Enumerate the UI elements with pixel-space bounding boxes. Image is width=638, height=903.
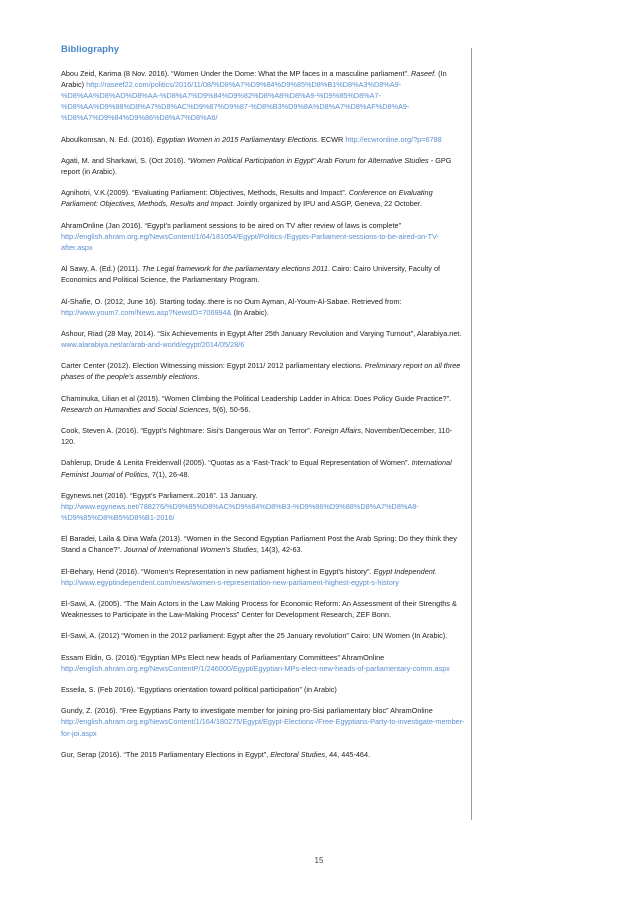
reference-title: Egyptian Women in 2015 Parliamentary Elections [156, 134, 317, 144]
reference-title: Journal of International Women’s Studies [123, 545, 257, 555]
bibliography-entry [61, 68, 466, 123]
bibliography-entry [61, 425, 466, 447]
reference-link[interactable]: www.alarabiya.net/ar/arab-and-world/egypt/2014/05/28/6 [61, 340, 245, 349]
bibliography-entry [61, 705, 466, 738]
reference-text: El-Sawi, A. (2012) “Women in the 2012 parliament: Egypt after the 25 January revolution” Cairo: UN Women (In Arabic). [61, 631, 448, 641]
bibliography-entry [61, 630, 466, 641]
bibliography-entry [61, 749, 466, 760]
reference-title: Foreign Affairs [313, 426, 361, 436]
reference-title: Research on Humanities and Social Sciences [61, 404, 209, 414]
bibliography-entry [61, 393, 466, 415]
reference-link[interactable]: http://www.egyptindependent.com/news/women-s-representation-new-parliament-highest-egypt-s-history [61, 577, 399, 587]
reference-text: Aboulkomsan, N. Ed. (2016). [61, 134, 157, 144]
bibliography-entry [61, 598, 466, 620]
bibliography-entry [61, 263, 466, 285]
reference-link[interactable]: http://www.egynews.net/788276/%D9%85%D8%AC%D9%84%D8%B3-%D9%86%D9%88%D8%A7%D8%A8-%D9%85%D8%B5%D8%B1-2016/ [61, 501, 419, 522]
reference-text: . Cairo: Cairo University, Faculty of Economics and Political Science, the Parliamentary Program. [61, 264, 441, 285]
bibliography-entry [61, 684, 466, 695]
reference-text: , November/December, 110-120. [61, 426, 453, 447]
bibliography-list [61, 68, 466, 770]
reference-text: Abou Zeid, Karima (8 Nov. 2016). “Women Under the Dome: What the MP faces in a masculine parliament”. [61, 69, 411, 78]
reference-link[interactable]: http://ecwronline.org/?p=6788 [345, 134, 442, 144]
reference-text: . [434, 566, 437, 576]
reference-text: Al Sawy, A. (Ed.) (2011). [61, 264, 142, 274]
bibliography-heading: Bibliography [61, 44, 120, 55]
reference-text: . ECWR [316, 134, 346, 144]
reference-text: Chaminuka, Lilian et al (2015). “Women Climbing the Political Leadership Ladder in Africa: Does Policy Guide Practice?”. [61, 393, 452, 403]
page-number: 15 [314, 856, 324, 865]
reference-text: Agati, M. and Sharkawi, S. (Oct 2016). [61, 155, 188, 165]
reference-text: Esseila, S. (Feb 2016). “Egyptians orientation toward political participation” (in Arabic) [61, 685, 337, 695]
reference-title: Preliminary report on all three phases of the people’s assembly elections. [61, 361, 461, 382]
reference-title: “Women Political Participation in Egypt” Arab Forum for Alternative Studies [187, 155, 429, 165]
reference-text: Carter Center (2012). Election Witnessing mission: Egypt 2011/ 2012 parliamentary elections. [61, 361, 365, 371]
bibliography-entry [61, 155, 466, 177]
reference-text: (In Arabic). [231, 307, 269, 317]
reference-text: - GPG report (in Arabic). [61, 155, 452, 177]
reference-text: AhramOnline (Jan 2016). “Egypt’s parliament sessions to be aired on TV after review of laws is complete” [61, 220, 402, 230]
bibliography-entry [61, 134, 466, 145]
reference-text: El Baradei, Laila & Dina Wafa (2013). “Women in the Second Egyptian Parliament Post the Arab Spring: Do they think they Stand a Chance?”. [61, 534, 457, 555]
reference-text: , 14(3), 42-63. [256, 545, 303, 555]
reference-text: Egynews.net (2016). “Egypt’s Parliament..2016”. 13 January. [61, 490, 258, 500]
reference-text: (In Arabic) [61, 69, 447, 90]
reference-title: Electoral Studies [270, 749, 326, 759]
reference-text: Cook, Steven A. (2016). “Egypt’s Nightmare: Sisi’s Dangerous War on Terror”. [61, 426, 314, 436]
reference-link[interactable]: http://english.ahram.org.eg/NewsContent/1/164/180275/Egypt/Egypt-Elections-/Free-Egyptians-Party-to-investigate-member-for-joi.aspx [61, 717, 465, 738]
bibliography-entry [61, 533, 466, 555]
reference-link[interactable]: http://www.youm7.com/News.asp?NewsID=706994& [61, 307, 232, 317]
reference-title: Egypt Independent [373, 566, 435, 576]
bibliography-entry [61, 566, 466, 588]
reference-text: Dahlerup, Drude & Lenita Freidenvall (2005). “Quotas as a ‘Fast-Track’ to Equal Representation of Women”. [61, 458, 412, 468]
bibliography-entry [61, 328, 466, 350]
reference-link[interactable]: http://raseef22.com/politics/2016/11/08/%D8%A7%D9%84%D9%85%D8%B1%D8%A3%D8%A9-%D8%AA%D8%AD%D8%AA-%D8%A7%D9%84%D9%82%D8%A8%D8%A9-%D9%85%D8%A7-%D8%AA%D9%88%D8%A7%D8%AC%D9%87%D9%87-%D8%B3%D9%8A%D8%A7%D8%AF%D8%A9-%D8%A7%D9%84%D9%86%D8%A7%D8%A6/ [61, 80, 410, 123]
reference-title: Raseef. [411, 69, 437, 78]
reference-title: Conference on Evaluating Parliament: Objectives, Methods, Results and Impact. [61, 188, 433, 209]
reference-link[interactable]: http://english.ahram.org.eg/NewsContent/1/64/181054/Egypt/Politics-/Egypts-Parliament-sessions-to-be-aired-on-TV-after.aspx [61, 231, 440, 252]
bibliography-entry [61, 187, 466, 209]
reference-text: Ashour, Riad (28 May, 2014). “Six Achievements in Egypt After 25th January Revolution and Varying Turnout”, Alarabiya.net. [61, 328, 462, 338]
reference-text: , 44, 445-464. [325, 749, 371, 759]
reference-text: Agnihotri, V.K.(2009). “Evaluating Parliament: Objectives, Methods, Results and Impact”. [61, 188, 349, 198]
reference-link[interactable]: http://english.ahram.org.eg/NewsContentP/1/246000/Egypt/Egyptian-MPs-elect-new-heads-of-parliamentary-comm.aspx [61, 663, 450, 673]
bibliography-entry [61, 360, 466, 382]
reference-text: Gundy, Z. (2016). “Free Egyptians Party to investigate member for joining pro-Sisi parliamentary bloc” AhramOnline [61, 706, 433, 716]
bibliography-entry [61, 652, 466, 674]
vertical-rule [471, 48, 472, 820]
reference-text: Jointly organized by IPU and ASGP, Geneva, 22 October. [234, 199, 422, 209]
reference-text: Gur, Serap (2016). “The 2015 Parliamentary Elections in Egypt”, [61, 749, 271, 759]
reference-title: The Legal framework for the parliamentary elections 2011 [141, 264, 328, 274]
reference-text: Essam Eldin, G. (2016).“Egyptian MPs Elect new heads of Parliamentary Committees” AhramOnline [61, 652, 385, 662]
bibliography-entry [61, 296, 466, 318]
reference-text: El-Behary, Hend (2016). “Women’s Representation in new parliament highest in Egypt’s history”. [61, 566, 374, 576]
reference-text: El-Sawi, A. (2005). “The Main Actors in the Law Making Process for Economic Reform: An Assessment of their Strengths & Weaknesses to Participate in the Law-Making Process” Center for Development Research, ZEF Bonn. [61, 599, 457, 620]
reference-title: International Feminist Journal of Politics [61, 458, 452, 479]
reference-text: Al-Shafie, O. (2012, June 16). Starting today..there is no Oum Ayman, Al-Youm-Al-Sabae. Retrieved from: [61, 296, 402, 306]
bibliography-entry [61, 220, 466, 253]
bibliography-entry [61, 457, 466, 479]
reference-text: , 7(1), 26-48. [147, 469, 190, 479]
reference-text: , 5(6), 50-56. [208, 404, 251, 414]
bibliography-entry [61, 490, 466, 523]
